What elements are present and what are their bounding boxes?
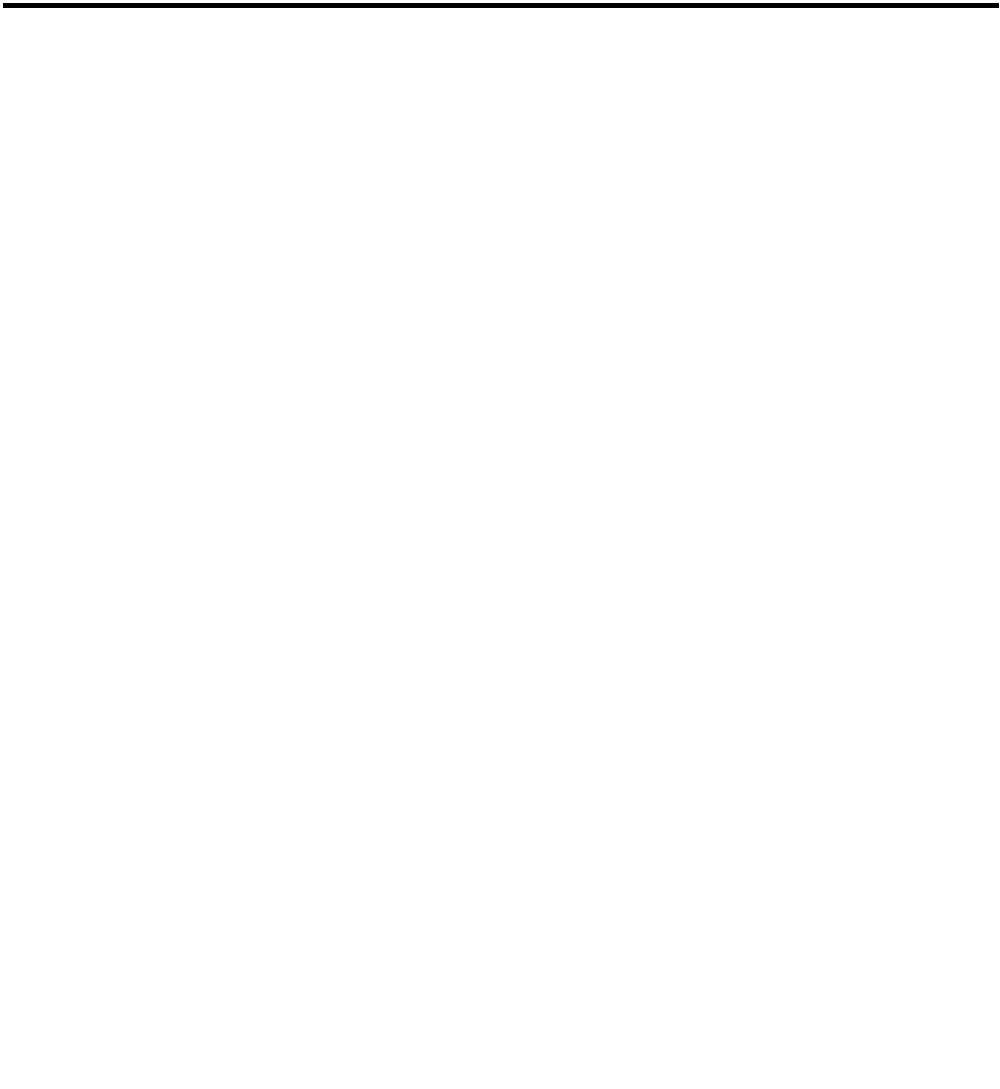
- crane-spec-table: [3, 4, 999, 8]
